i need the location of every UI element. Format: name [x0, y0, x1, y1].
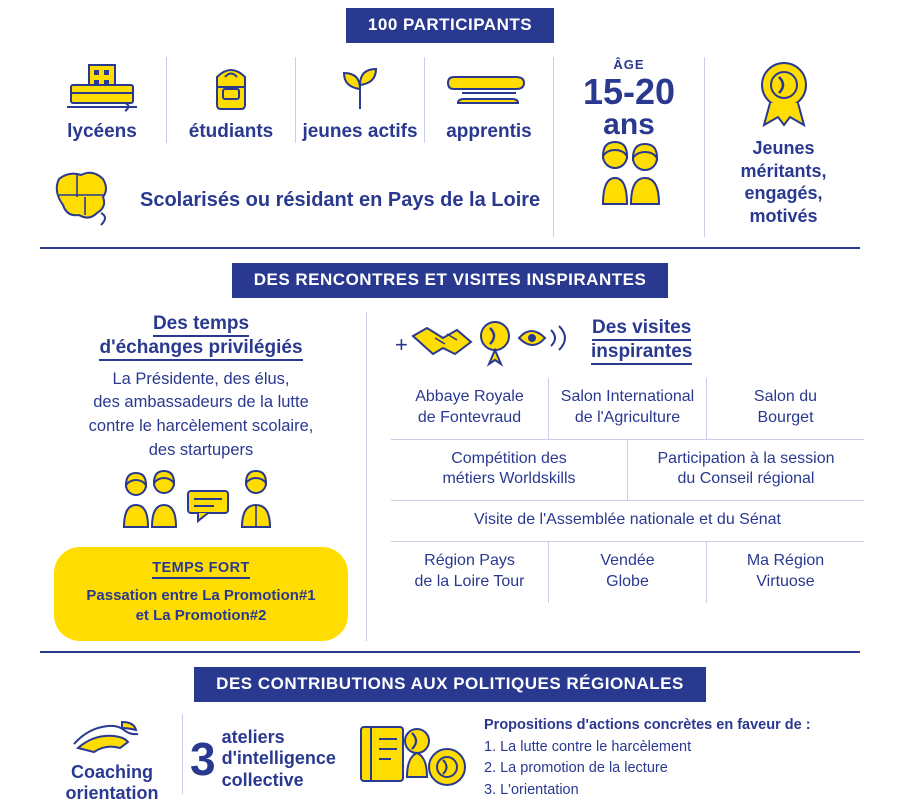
visit-line: Salon du: [753, 388, 818, 405]
propositions-title: Propositions d'actions concrètes en faveur de :: [484, 716, 811, 733]
participants-right: [554, 57, 862, 237]
ateliers-line: ateliers: [221, 726, 285, 747]
visit-line: Virtuose: [756, 572, 815, 590]
scolarises-text: Scolarisés ou résidant en Pays de la Loire: [140, 188, 541, 211]
category-jeunes-actifs: [296, 57, 424, 143]
echanges-title: [36, 312, 366, 360]
handshake-icon: [391, 312, 581, 368]
svg-text:+: +: [395, 332, 408, 357]
visit-item: [391, 542, 548, 603]
category-apprentis: [425, 57, 553, 143]
visites-row: [391, 501, 864, 541]
visit-line: Visite de l'Assemblée nationale et du Sénat: [474, 511, 781, 529]
visit-line: de Fontevraud: [417, 408, 522, 426]
age-value: 15-20: [582, 71, 676, 112]
ateliers-block: [183, 727, 343, 792]
temps-fort-title: TEMPS FORT: [152, 560, 249, 579]
ateliers-label: [222, 727, 336, 792]
region-map-icon: [38, 163, 134, 237]
wrench-icon: [429, 57, 549, 113]
visit-item: [628, 440, 864, 501]
visit-line: de la Loire Tour: [414, 572, 525, 590]
category-label: étudiants: [188, 121, 274, 142]
merit-line: motivés: [749, 205, 818, 226]
category-label: apprentis: [446, 121, 532, 142]
visit-line: du Conseil régional: [677, 470, 815, 488]
backpack-icon: [171, 57, 291, 113]
visites-title: [591, 316, 692, 364]
section-participants: [0, 0, 900, 249]
age-label: ÂGE: [613, 57, 645, 72]
visites-block: [367, 312, 864, 641]
visites-row: [391, 542, 864, 603]
echanges-paragraph: [36, 368, 366, 464]
age-unit: ans: [603, 108, 655, 141]
category-row: [38, 57, 553, 143]
coaching-label: [42, 762, 182, 805]
visit-item: [549, 378, 706, 439]
echanges-title-line: d'échanges privilégiés: [99, 337, 302, 361]
visites-row: [391, 440, 864, 501]
proposition-item: 3. L'orientation: [484, 782, 579, 799]
category-etudiants: [167, 57, 295, 143]
visit-item: [391, 501, 864, 541]
visit-line: Abbaye Royale: [415, 388, 524, 405]
merit-line: méritants,: [740, 160, 827, 181]
participants-body: [0, 57, 900, 237]
visites-row: [391, 378, 864, 439]
two-youth-icon: [554, 140, 704, 206]
workshop-board-icon: [343, 719, 478, 799]
section-banner-participants: 100 PARTICIPANTS: [346, 8, 554, 43]
school-building-icon: [42, 57, 162, 113]
visit-line: Vendée: [600, 551, 655, 569]
section-contributions: [0, 667, 900, 805]
coaching-line: orientation: [65, 783, 159, 804]
echanges-block: [36, 312, 366, 641]
visit-line: Région Pays: [424, 551, 515, 569]
category-label: lycéens: [67, 121, 137, 142]
section-banner-rencontres: DES RENCONTRES ET VISITES INSPIRANTES: [232, 263, 669, 298]
hand-guide-icon: [42, 714, 182, 758]
category-label: jeunes actifs: [302, 121, 418, 142]
ateliers-line: collective: [221, 770, 304, 791]
rencontres-body: [0, 312, 900, 641]
coaching-line: Coaching: [70, 761, 153, 782]
section-divider: [40, 247, 860, 249]
sprout-icon: [300, 57, 420, 113]
scolarises-row: [38, 163, 553, 237]
merit-box: [705, 57, 862, 237]
section-banner-contributions: DES CONTRIBUTIONS AUX POLITIQUES RÉGIONALES: [194, 667, 706, 702]
temps-fort-line: et La Promotion#2: [135, 607, 267, 625]
visit-line: Globe: [606, 572, 649, 590]
visites-header: [391, 312, 864, 368]
merit-line: Jeunes: [752, 138, 815, 158]
visit-line: Salon International: [560, 388, 695, 405]
visit-item: [707, 378, 864, 439]
category-lyceens: [38, 57, 166, 143]
temps-fort-text: [72, 586, 330, 627]
merit-line: engagés,: [744, 183, 823, 203]
visit-item: [549, 542, 706, 603]
visit-line: Ma Région: [746, 551, 825, 569]
visit-item: [707, 542, 864, 603]
proposition-item: 1. La lutte contre le harcèlement: [484, 738, 692, 755]
merit-text: [705, 137, 862, 227]
visit-line: métiers Worldskills: [442, 470, 576, 488]
banner-wrap-rencontres: [0, 263, 900, 298]
visites-title-line: inspirantes: [591, 341, 692, 365]
echanges-paragraph-line: La Présidente, des élus,: [112, 369, 290, 388]
coaching-block: [42, 714, 182, 805]
section-rencontres: [0, 263, 900, 653]
section-divider: [40, 651, 860, 653]
propositions-block: [478, 717, 858, 802]
echanges-title-line: Des temps: [153, 313, 249, 337]
ateliers-number: 3: [190, 733, 216, 786]
visit-item: [391, 440, 627, 501]
visites-grid: [391, 378, 864, 603]
award-medal-icon: [705, 57, 862, 131]
age-box: [554, 57, 704, 237]
visit-line: Participation à la session: [657, 449, 835, 467]
echanges-paragraph-line: des startupers: [148, 441, 254, 460]
participants-left: [38, 57, 553, 237]
visit-line: Bourget: [757, 408, 814, 426]
banner-wrap-contributions: [0, 667, 900, 702]
temps-fort-line: Passation entre La Promotion#1: [86, 587, 316, 605]
visit-item: [391, 378, 548, 439]
temps-fort-card: [54, 547, 348, 641]
visit-line: Compétition des: [451, 449, 567, 467]
ateliers-line: d'intelligence: [221, 748, 336, 769]
echanges-paragraph-line: des ambassadeurs de la lutte: [93, 393, 309, 412]
echanges-paragraph-line: contre le harcèlement scolaire,: [88, 417, 314, 436]
visit-line: de l'Agriculture: [574, 408, 681, 426]
visites-title-line: Des visites: [592, 317, 691, 341]
banner-wrap-participants: [0, 8, 900, 43]
group-discussion-icon: [36, 469, 366, 531]
contributions-body: [0, 714, 900, 805]
proposition-item: 2. La promotion de la lecture: [484, 760, 668, 777]
